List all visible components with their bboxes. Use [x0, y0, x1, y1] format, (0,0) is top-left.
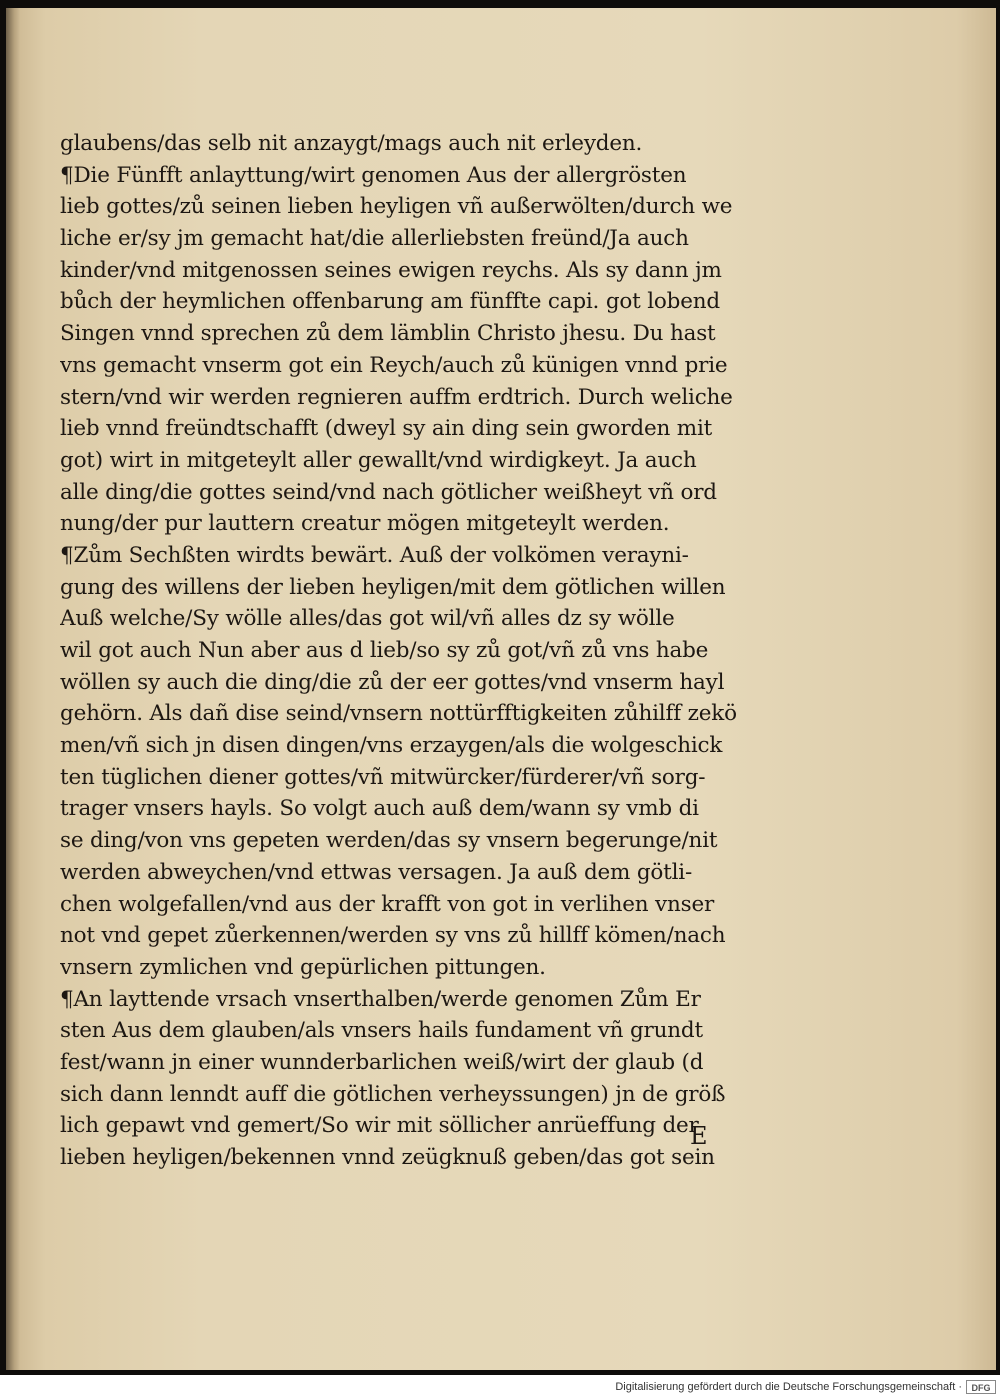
- text-line: se ding/von vns gepeten werden/das sy vnsern begerunge/nit: [60, 828, 718, 854]
- text-line: ten tüglichen diener gottes/vñ mitwürcker/fürderer/vñ sorg-: [60, 764, 706, 790]
- text-line: alle ding/die gottes seind/vnd nach götlicher weißheyt vñ ord: [60, 479, 717, 505]
- text-line: nung/der pur lauttern creatur mögen mitgeteylt werden.: [60, 511, 670, 537]
- text-line: chen wolgefallen/vnd aus der krafft von got in verlihen vnser: [60, 891, 715, 917]
- text-line: lieb vnnd freündtschafft (dweyl sy ain ding sein gworden mit: [60, 416, 713, 442]
- text-line: Auß welche/Sy wölle alles/das got wil/vñ alles dz sy wölle: [60, 606, 675, 632]
- footer-bar: [0, 1375, 1000, 1400]
- text-line: werden abweychen/vnd ettwas versagen. Ja auß dem götli-: [60, 859, 693, 885]
- text-line: vns gemacht vnserm got ein Reych/auch zů künigen vnnd prie: [60, 352, 728, 378]
- text-line: kinder/vnd mitgenossen seines ewigen reychs. Als sy dann jm: [60, 257, 722, 283]
- text-line: got) wirt in mitgeteylt aller gewallt/vnd wirdigkeyt. Ja auch: [60, 447, 697, 473]
- catchword: E: [690, 1122, 708, 1150]
- text-line: wöllen sy auch die ding/die zů der eer gottes/vnd vnserm hayl: [60, 669, 725, 695]
- text-line: gehörn. Als dañ dise seind/vnsern nottürfftigkeiten zůhilff zekö: [60, 701, 737, 727]
- text-line: sich dann lenndt auff die götlichen verheyssungen) jn de größ: [60, 1081, 726, 1107]
- text-line: lieben heyligen/bekennen vnnd zeügknuß geben/das got sein: [60, 1145, 715, 1170]
- text-line: lich gepawt vnd gemert/So wir mit söllicher anrüeffung der: [60, 1113, 699, 1139]
- text-line: not vnd gepet zůerkennen/werden sy vns zů hillff kömen/nach: [60, 923, 726, 949]
- page-gutter-shadow: [6, 8, 20, 1370]
- text-line: wil got auch Nun aber aus d lieb/so sy zů got/vñ zů vns habe: [60, 638, 709, 663]
- text-line: ¶An layttende vrsach vnserthalben/werde genomen Zům Er: [60, 986, 701, 1012]
- text-line: bůch der heymlichen offenbarung am fünffte capi. got lobend: [60, 289, 720, 315]
- text-line: sten Aus dem glauben/als vnsers hails fundament vñ grundt: [60, 1018, 703, 1044]
- text-line: lieb gottes/zů seinen lieben heyligen vñ außerwölten/durch we: [60, 194, 733, 220]
- text-line: glaubens/das selb nit anzaygt/mags auch nit erleyden.: [60, 131, 643, 156]
- text-line: stern/vnd wir werden regnieren auffm erdtrich. Durch weliche: [60, 384, 733, 410]
- text-line: fest/wann jn einer wunnderbarlichen weiß/wirt der glaub (d: [60, 1049, 704, 1075]
- dfg-logo-icon: DFG: [966, 1380, 996, 1394]
- footer-credit: Digitalisierung gefördert durch die Deutsche Forschungsgemeinschaft ·: [615, 1381, 962, 1393]
- text-block: [60, 128, 760, 1174]
- text-line: vnsern zymlichen vnd gepürlichen pittungen.: [60, 954, 546, 980]
- text-line: men/vñ sich jn disen dingen/vns erzaygen/als die wolgeschick: [60, 733, 723, 759]
- text-line: gung des willens der lieben heyligen/mit dem götlichen willen: [60, 574, 726, 600]
- text-line: ¶Die Fünfft anlayttung/wirt genomen Aus der allergrösten: [60, 162, 687, 188]
- text-line: trager vnsers hayls. So volgt auch auß dem/wann sy vmb di: [60, 796, 699, 822]
- text-line: liche er/sy jm gemacht hat/die allerliebsten freünd/Ja auch: [60, 226, 689, 252]
- text-line: Singen vnnd sprechen zů dem lämblin Christo jhesu. Du hast: [60, 321, 716, 347]
- text-line: ¶Zům Sechßten wirdts bewärt. Auß der volkömen verayni-: [60, 542, 689, 568]
